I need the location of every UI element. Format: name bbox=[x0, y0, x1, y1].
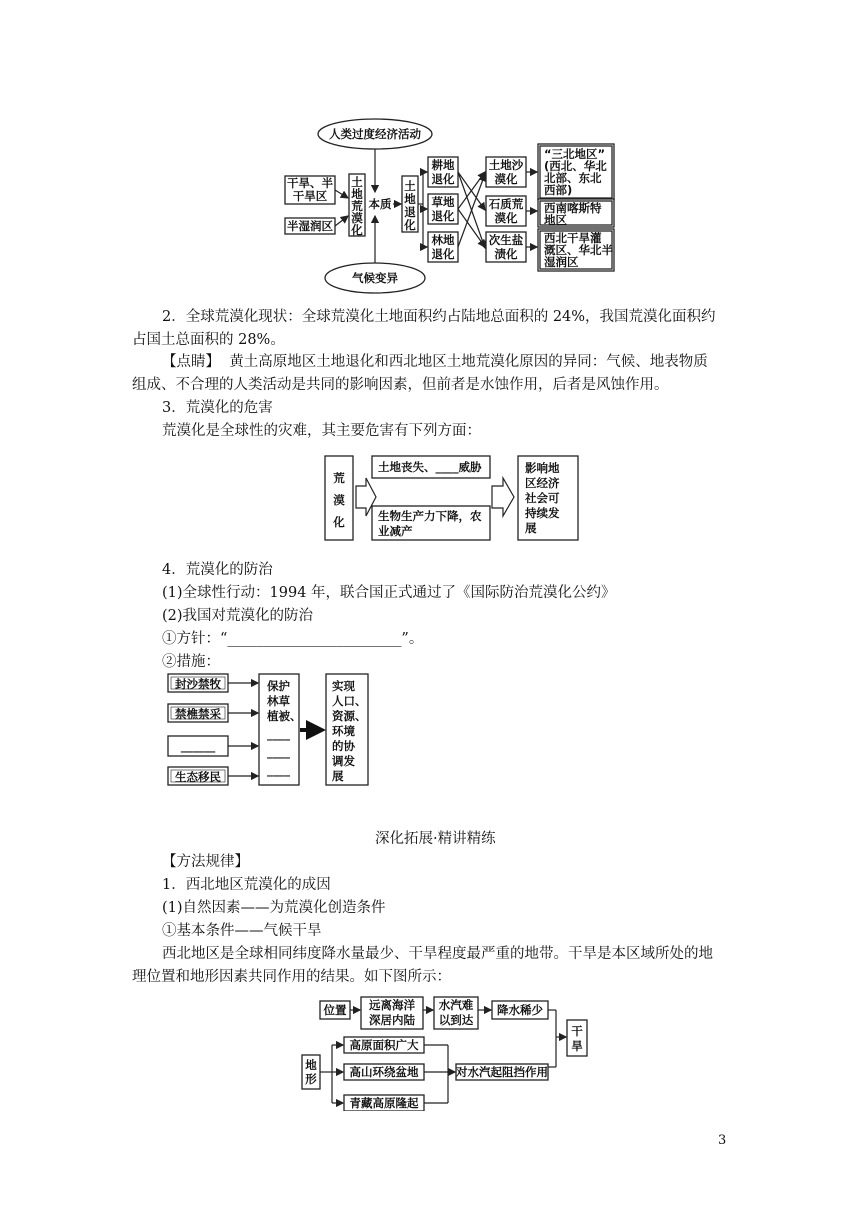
svg-text:____: ____ bbox=[267, 763, 290, 777]
svg-text:保护: 保护 bbox=[267, 679, 290, 693]
land-loss-text: 土地丧失、____威胁 bbox=[378, 460, 482, 474]
svg-text:化: 化 bbox=[351, 223, 363, 237]
sand-desert-2: 漠化 bbox=[494, 172, 518, 186]
grassland-degrade-1: 草地 bbox=[431, 195, 455, 209]
blank-measure: ______ bbox=[180, 739, 216, 753]
svg-text:环境: 环境 bbox=[332, 724, 355, 738]
svg-text:____: ____ bbox=[267, 727, 290, 741]
sand-desert-1: 土地沙 bbox=[488, 158, 524, 172]
svg-text:漠: 漠 bbox=[351, 211, 363, 225]
vapor-2: 以到达 bbox=[438, 1013, 474, 1027]
productivity-line1: 生物生产力下降，农 bbox=[378, 509, 482, 523]
climate-change-label: 气候变异 bbox=[352, 271, 398, 285]
vapor-1: 水汽难 bbox=[438, 998, 474, 1012]
essence-label: 本质 bbox=[368, 197, 392, 211]
desertification-harm-diagram bbox=[322, 452, 586, 544]
dianjing-label: 【点睛】 bbox=[162, 354, 220, 370]
farmland-degrade-1: 耕地 bbox=[431, 158, 455, 172]
arid-paragraph-line1: 西北地区是全球相同纬度降水量最少、干旱程度最严重的地带。干旱是本区域所处的地 bbox=[162, 946, 713, 962]
method-label: 【方法规律】 bbox=[162, 854, 249, 870]
semi-humid-zone: 半湿润区 bbox=[287, 219, 333, 233]
productivity-line2: 业减产 bbox=[378, 524, 413, 538]
region2-line2: 地区 bbox=[544, 213, 567, 227]
region1-line1: “三北地区” bbox=[544, 147, 606, 161]
svg-text:漠: 漠 bbox=[333, 493, 345, 507]
salinization-1: 次生盐 bbox=[488, 233, 524, 247]
method-item1: 1．西北地区荒漠化的成因 bbox=[162, 877, 331, 893]
svg-text:化: 化 bbox=[333, 515, 345, 529]
arid-zone-line1: 干旱、半 bbox=[287, 176, 333, 190]
eco-migration: 生态移民 bbox=[175, 770, 221, 784]
svg-text:人口、: 人口、 bbox=[332, 694, 367, 708]
tibet-uplift: 青藏高原隆起 bbox=[349, 1096, 419, 1110]
forest-degrade-2: 退化 bbox=[431, 247, 455, 261]
arid-paragraph-line2: 理位置和地形因素共同作用的结果。如下图所示： bbox=[132, 969, 451, 985]
method-item3: ①基本条件——气候干旱 bbox=[162, 923, 322, 939]
forest-degrade-1: 林地 bbox=[431, 233, 455, 247]
svg-text:化: 化 bbox=[404, 218, 416, 232]
region1-line4: 西部) bbox=[544, 183, 573, 197]
svg-text:实现: 实现 bbox=[332, 679, 355, 693]
measures-diagram bbox=[164, 670, 374, 790]
svg-text:林草: 林草 bbox=[267, 694, 290, 708]
svg-text:荒: 荒 bbox=[351, 199, 363, 213]
svg-text:展: 展 bbox=[525, 521, 537, 535]
dianjing-line1: 【点睛】 黄土高原地区土地退化和西北地区土地荒漠化原因的异同：气候、地表物质 bbox=[162, 354, 708, 370]
svg-text:荒: 荒 bbox=[333, 471, 345, 485]
arid-cause-diagram bbox=[300, 995, 600, 1111]
farmland-degrade-2: 退化 bbox=[431, 172, 455, 186]
svg-text:资源、: 资源、 bbox=[332, 709, 367, 723]
rocky-desert-2: 漠化 bbox=[494, 211, 518, 225]
region3-line1: 西北干旱灌 bbox=[544, 231, 602, 245]
policy-blank: ①方针：“________________________”。 bbox=[162, 631, 424, 647]
svg-text:持续发: 持续发 bbox=[525, 506, 560, 520]
method-item2: (1)自然因素——为荒漠化创造条件 bbox=[162, 900, 386, 916]
salinization-2: 渍化 bbox=[494, 247, 518, 261]
svg-text:地: 地 bbox=[305, 1058, 317, 1072]
svg-text:干: 干 bbox=[571, 1024, 583, 1038]
mountain-basin: 高山环绕盆地 bbox=[349, 1065, 419, 1079]
harm-title: 3．荒漠化的危害 bbox=[162, 400, 273, 416]
human-activity-label: 人类过度经济活动 bbox=[329, 127, 421, 141]
far-sea-1: 远离海洋 bbox=[369, 998, 415, 1012]
svg-text:____: ____ bbox=[267, 745, 290, 759]
far-sea-2: 深居内陆 bbox=[369, 1013, 415, 1027]
global-status-line2: 占国土总面积的 28%。 bbox=[132, 332, 285, 348]
logging-ban: 禁樵禁采 bbox=[175, 707, 221, 721]
svg-text:土: 土 bbox=[404, 179, 416, 193]
svg-text:区经济: 区经济 bbox=[525, 476, 560, 490]
prevention-title: 4．荒漠化的防治 bbox=[162, 562, 273, 578]
svg-text:植被、: 植被、 bbox=[267, 709, 302, 723]
global-status-line1: 2．全球荒漠化现状：全球荒漠化土地面积约占陆地总面积的 24%，我国荒漠化面积约 bbox=[162, 309, 716, 325]
svg-text:旱: 旱 bbox=[571, 1039, 583, 1053]
region2-line1: 西南喀斯特 bbox=[544, 201, 602, 215]
harm-body: 荒漠化是全球性的灾难，其主要危害有下列方面： bbox=[162, 423, 481, 439]
grassland-degrade-2: 退化 bbox=[431, 209, 455, 223]
region1-line2: (西北、华北 bbox=[544, 159, 607, 173]
vapor-block: 对水汽起阻挡作用 bbox=[456, 1065, 548, 1079]
svg-text:地: 地 bbox=[404, 192, 416, 206]
china-action: (2)我国对荒漠化的防治 bbox=[162, 608, 314, 624]
svg-text:土: 土 bbox=[351, 175, 363, 189]
position-label: 位置 bbox=[323, 1003, 347, 1017]
measures-label: ②措施： bbox=[162, 654, 220, 670]
page-number: 3 bbox=[718, 1133, 727, 1148]
region1-line3: 北部、东北 bbox=[544, 171, 602, 185]
sand-closure: 封沙禁牧 bbox=[175, 677, 221, 691]
region3-line3: 湿润区 bbox=[544, 255, 579, 269]
arid-zone-line2: 干旱区 bbox=[292, 189, 328, 203]
svg-text:调发: 调发 bbox=[332, 754, 355, 768]
region3-line2: 溉区、华北半 bbox=[544, 243, 613, 257]
dianjing-line2: 组成、不合理的人类活动是共同的影响因素，但前者是水蚀作用，后者是风蚀作用。 bbox=[132, 377, 669, 393]
svg-text:形: 形 bbox=[305, 1072, 317, 1086]
svg-text:展: 展 bbox=[332, 769, 344, 783]
global-action: (1)全球性行动：1994 年，联合国正式通过了《国际防治荒漠化公约》 bbox=[162, 585, 616, 601]
desertification-cause-diagram bbox=[280, 112, 620, 302]
svg-text:地: 地 bbox=[351, 187, 363, 201]
svg-text:的协: 的协 bbox=[332, 739, 355, 753]
svg-text:社会可: 社会可 bbox=[525, 491, 560, 505]
rain-scarce: 降水稀少 bbox=[497, 1003, 543, 1017]
section-title: 深化拓展·精讲精练 bbox=[375, 831, 496, 847]
plateau-large: 高原面积广大 bbox=[349, 1038, 419, 1052]
svg-text:影响地: 影响地 bbox=[525, 461, 560, 475]
svg-text:退: 退 bbox=[404, 205, 416, 219]
rocky-desert-1: 石质荒 bbox=[488, 197, 524, 211]
